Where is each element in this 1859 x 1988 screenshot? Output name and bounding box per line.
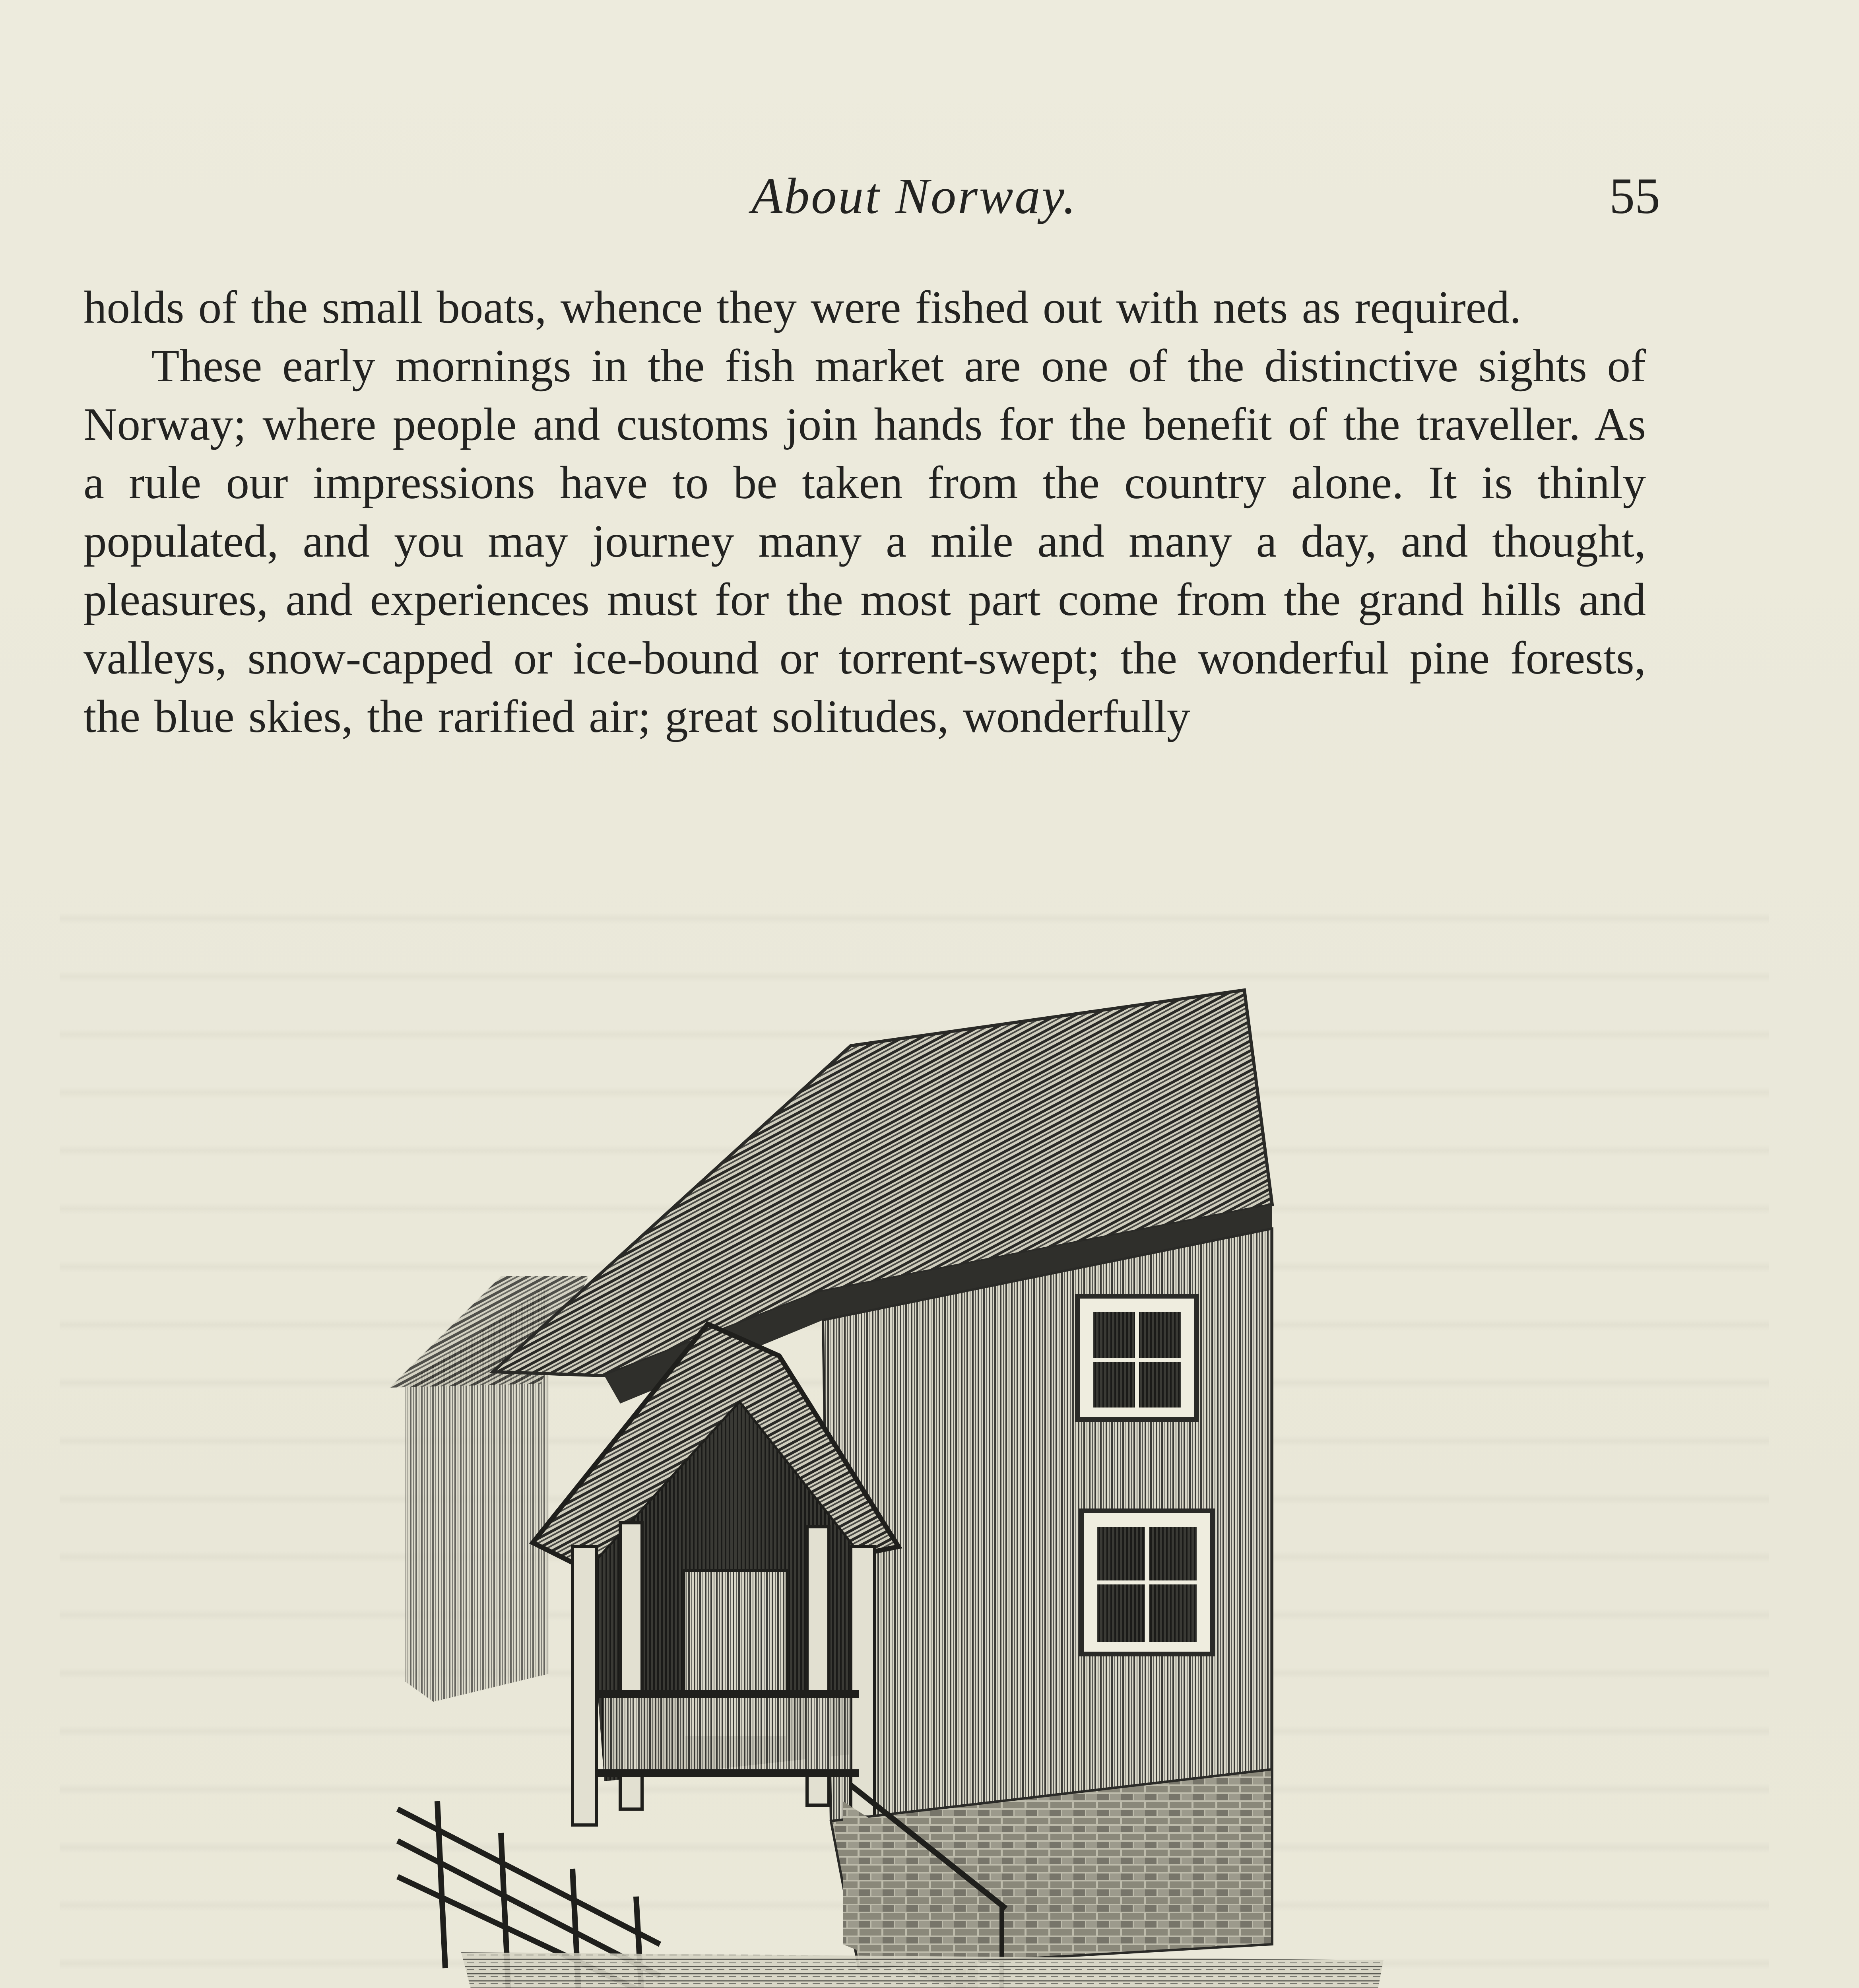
page-number: 55 <box>1609 168 1660 224</box>
running-title: About Norway. <box>751 168 1078 224</box>
upper-window <box>1077 1296 1197 1419</box>
body-text-top <box>83 278 1646 746</box>
paragraph: holds of the small boats, whence they were fished out with nets as required. <box>83 282 1521 333</box>
porch-railing <box>596 1690 859 1777</box>
lower-window <box>1081 1511 1213 1654</box>
old-house-engraving <box>382 926 1384 1988</box>
paragraph: These early mornings in the fish market are one of the distinctive sights of Norway; where people and customs join hands for the benefit of the traveller. As a rule our impressions have to be taken from the country alone. It is thinly populated, and you may journey many a mile and many a day, and thought, pleasures, and experiences must for the most part come from the grand hills and valleys, snow-capped or ice-bound or torrent-swept; the wonderful pine forests, the blue skies, the rarified air; great solitudes, wonderfully <box>83 340 1646 742</box>
